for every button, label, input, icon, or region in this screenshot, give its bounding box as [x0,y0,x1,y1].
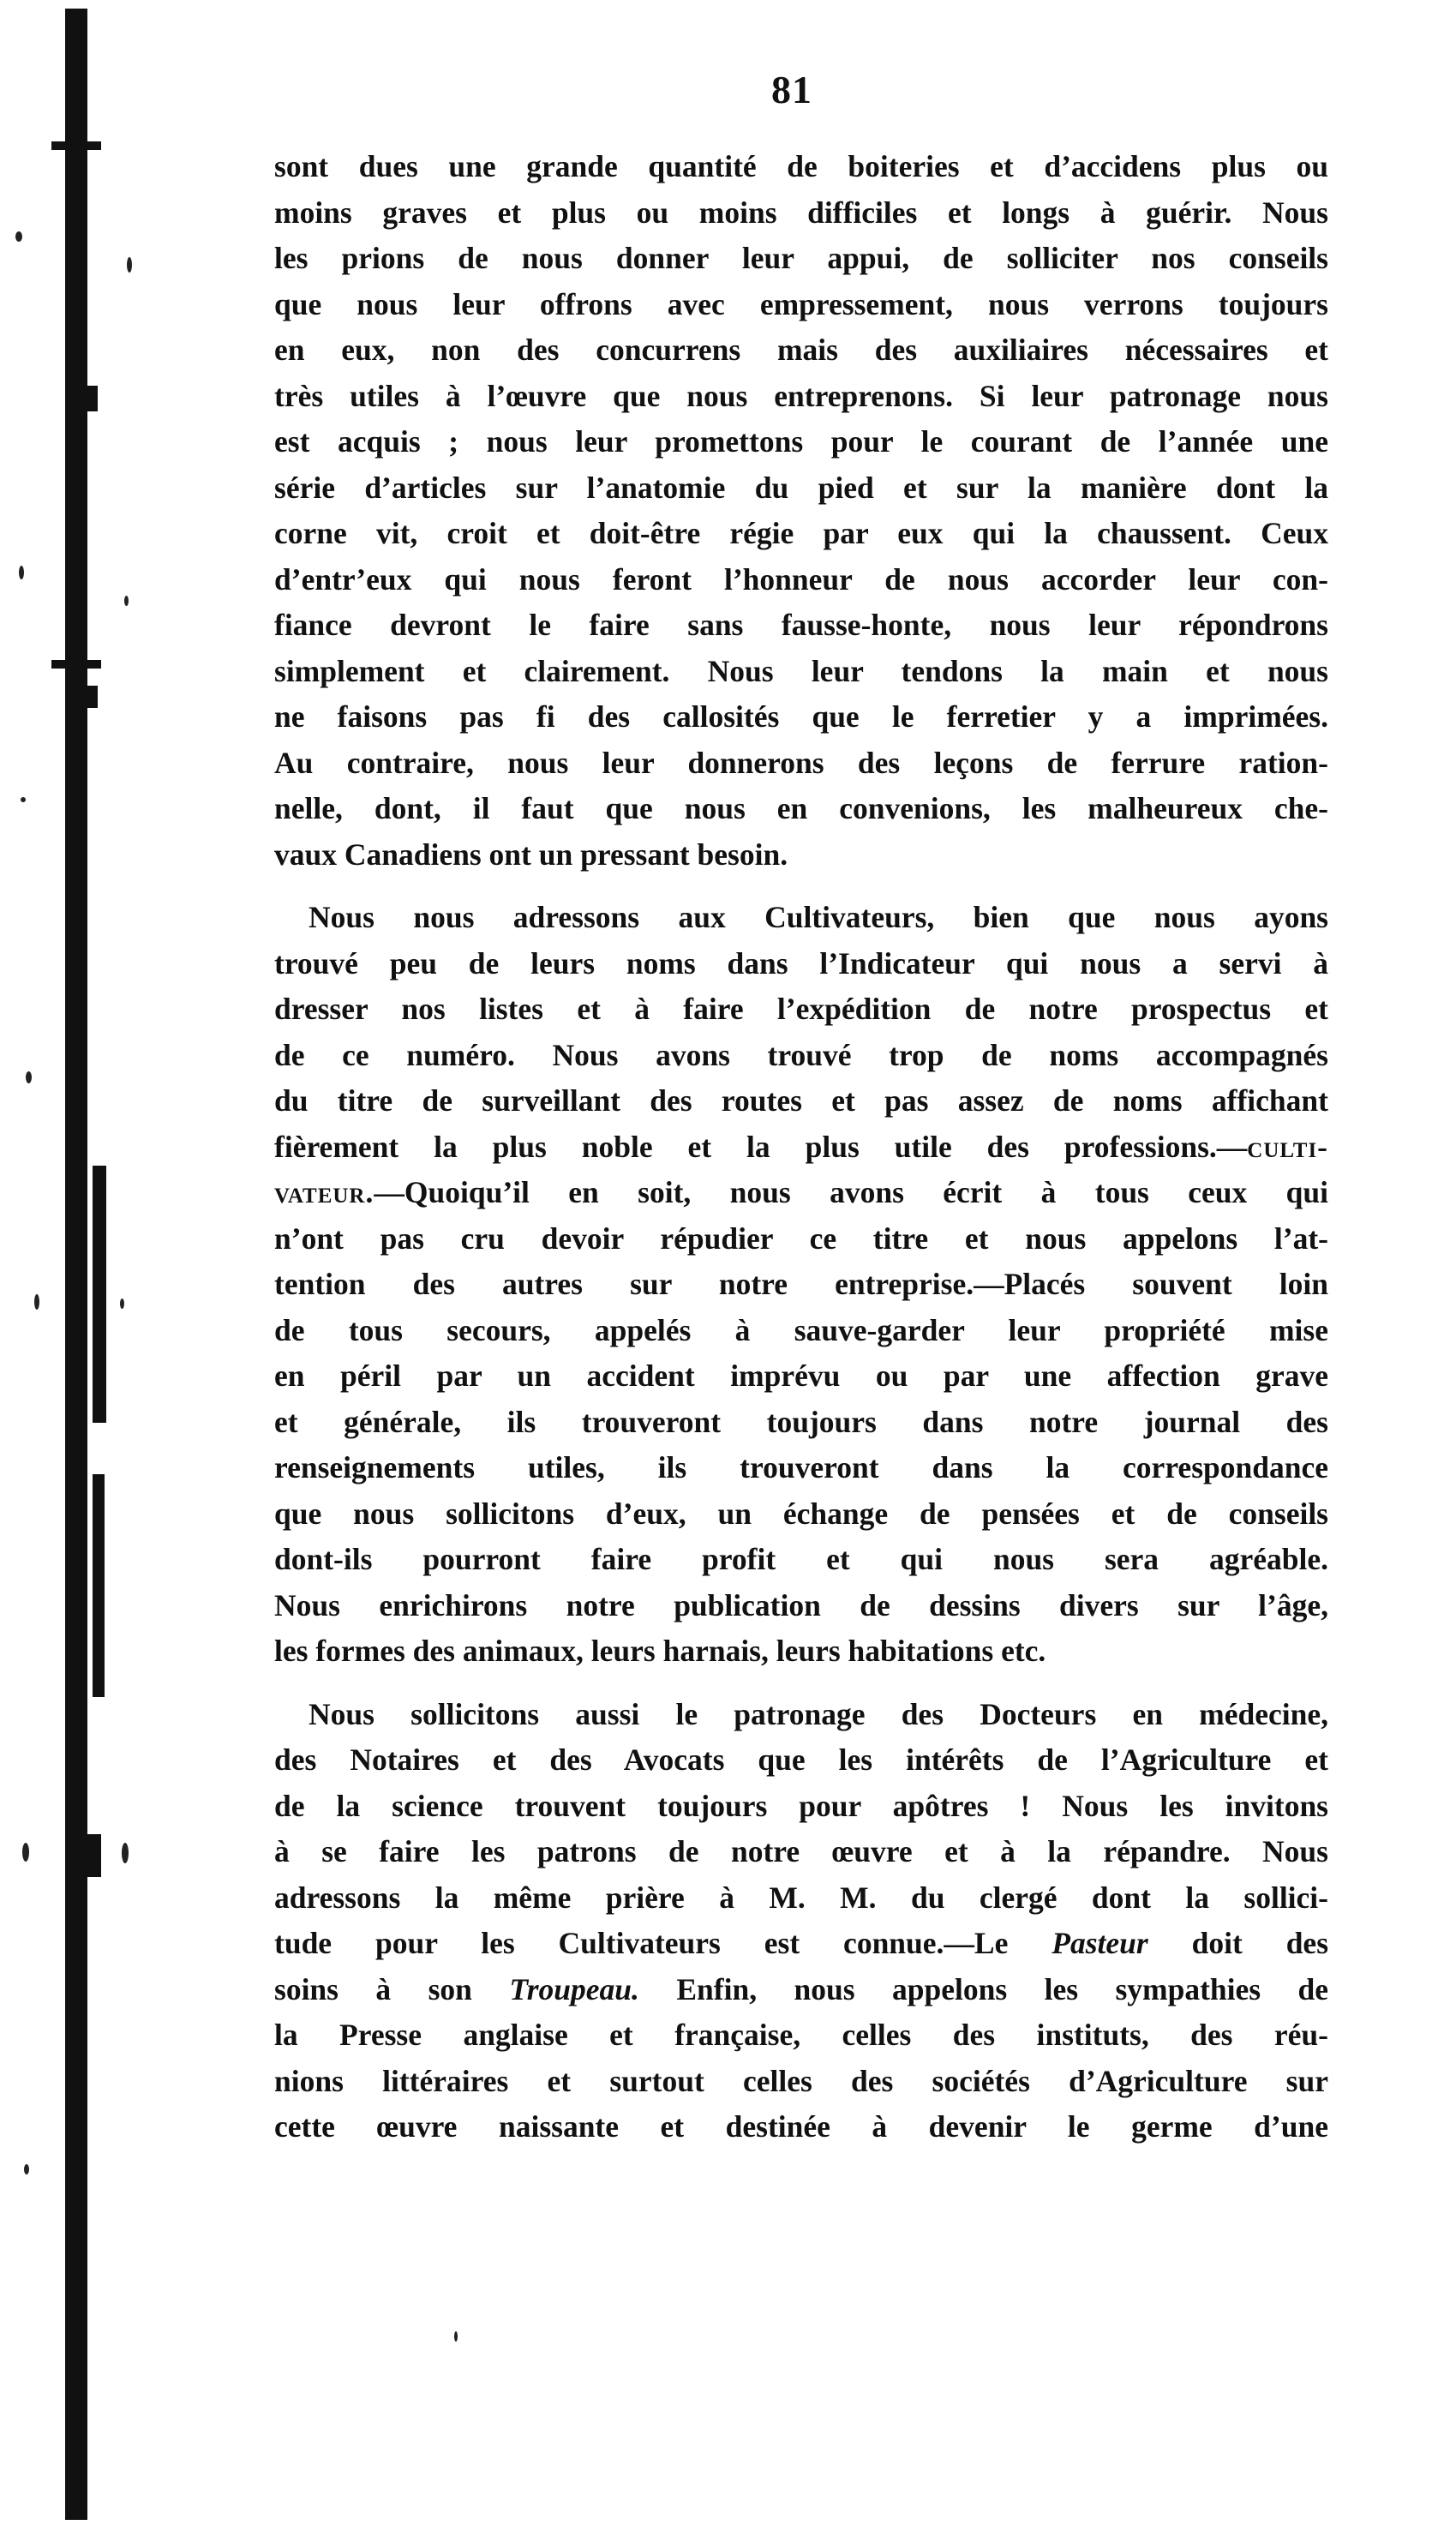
text-line: série d’articles sur l’anatomie du pied et sur la manière dont la [274,470,1328,505]
page-number: 81 [771,68,812,111]
text-line: que nous leur offrons avec empressement, nous verrons toujours [274,286,1328,321]
text-line: à se faire les patrons de notre œuvre et à la répandre. Nous [274,1834,1328,1868]
binding-mark [86,1834,101,1877]
speck [34,1294,39,1310]
text-line: Nous nous adressons aux Cultivateurs, bien que nous ayons [309,900,1328,934]
binding-mark [51,141,101,150]
text-line: renseignements utiles, ils trouveront dans la correspondance [274,1450,1328,1484]
paragraph-3 [274,1692,1328,2150]
text-line: sont dues une grande quantité de boiteries et d’accidens plus ou [274,149,1328,183]
text-line: très utiles à l’œuvre que nous entreprenons. Si leur patronage nous [274,378,1328,413]
speck [127,257,132,273]
paragraph-1 [274,144,1328,878]
smallcaps-word: culti- [1247,1129,1328,1164]
speck [24,2164,29,2174]
text-line: du titre de surveillant des routes et pas assez de noms affichant [274,1083,1328,1118]
text-line: adressons la même prière à M. M. du clergé dont la sollici- [274,1880,1328,1915]
binding-edge [65,9,87,2520]
text-line: en péril par un accident imprévu ou par une affection grave [274,1358,1328,1393]
text-line: simplement et clairement. Nous leur tendons la main et nous [274,653,1328,688]
text-line: n’ont pas cru devoir répudier ce titre et nous appelons l’at- [274,1221,1328,1256]
text-fragment: fièrement la plus noble et la plus utile des professions.— [274,1129,1248,1164]
text-line [274,1170,1328,1216]
text-line: de la science trouvent toujours pour apôtres ! Nous les invitons [274,1788,1328,1823]
italic-word: Troupeau. [509,1971,639,2006]
text-line: que nous sollicitons d’eux, un échange de pensées et de conseils [274,1496,1328,1531]
text-line [274,1967,1328,2013]
text-line: est acquis ; nous leur promettons pour le courant de l’année une [274,424,1328,459]
speck [15,231,22,242]
speck [454,2331,458,2342]
text-fragment: doit des [1147,1926,1329,1960]
text-line: Nous sollicitons aussi le patronage des Docteurs en médecine, [309,1696,1328,1731]
body-text [274,144,1328,2150]
text-line [274,1125,1328,1171]
text-line: vaux Canadiens ont un pressant besoin. [274,837,788,872]
text-line: trouvé peu de leurs noms dans l’Indicateur qui nous a servi à [274,945,1328,981]
text-line: cette œuvre naissante et destinée à devenir le germe d’une [274,2109,1328,2144]
speck [19,566,24,579]
text-fragment: soins à son [274,1971,472,2006]
text-line: de ce numéro. Nous avons trouvé trop de noms accompagnés [274,1037,1328,1072]
text-line: corne vit, croit et doit-être régie par eux qui la chaussent. Ceux [274,516,1328,550]
text-fragment: Enfin, nous appelons les sympathies de [638,1971,1329,2006]
text-line: tention des autres sur notre entreprise.—Placés souvent loin [274,1267,1328,1301]
text-line: les prions de nous donner leur appui, de solliciter nos conseils [274,241,1328,275]
text-line: dresser nos listes et à faire l’expédition de notre prospectus et [274,992,1328,1026]
text-line: des Notaires et des Avocats que les intérêts de l’Agriculture et [274,1742,1328,1777]
text-line: moins graves et plus ou moins difficiles et longs à guérir. Nous [274,195,1328,230]
text-line: nions littéraires et surtout celles des sociétés d’Agriculture sur [274,2063,1328,2098]
text-line: en eux, non des concurrens mais des auxiliaires nécessaires et [274,333,1328,367]
binding-mark [86,386,98,411]
italic-word: Pasteur [1052,1926,1148,1960]
text-line: d’entr’eux qui nous feront l’honneur de nous accorder leur con- [274,561,1328,597]
text-line [274,1921,1328,1967]
text-line: et générale, ils trouveront toujours dans notre journal des [274,1404,1328,1439]
text-line: ne faisons pas fi des callosités que le ferretier y a imprimées. [274,699,1328,734]
speck [22,1843,29,1862]
text-line: fiance devront le faire sans fausse-honte, nous leur répondrons [274,608,1328,642]
speck [122,1843,129,1863]
binding-mark [93,1474,105,1697]
paragraph-2 [274,895,1328,1675]
text-line: Nous enrichirons notre publication de dessins divers sur l’âge, [274,1587,1328,1622]
binding-mark [86,686,98,708]
text-fragment: —Quoiqu’il en soit, nous avons écrit à tous ceux qui [374,1175,1328,1209]
text-line: dont-ils pourront faire profit et qui nous sera agréable. [274,1542,1328,1576]
smallcaps-word: vateur. [274,1175,374,1209]
text-line: les formes des animaux, leurs harnais, leurs habitations etc. [274,1634,1046,1668]
text-line: la Presse anglaise et française, celles des instituts, des réu- [274,2018,1328,2052]
binding-mark [93,1166,106,1423]
text-fragment: tude pour les Cultivateurs est connue.—Le [274,1926,1009,1960]
text-line: de tous secours, appelés à sauve-garder leur propriété mise [274,1312,1328,1347]
binding-mark [51,660,101,669]
speck [21,797,26,802]
text-line: Au contraire, nous leur donnerons des leçons de ferrure ration- [274,745,1328,780]
speck [124,596,129,606]
speck [26,1071,32,1083]
speck [120,1298,124,1309]
text-line: nelle, dont, il faut que nous en convenions, les malheureux che- [274,791,1328,825]
